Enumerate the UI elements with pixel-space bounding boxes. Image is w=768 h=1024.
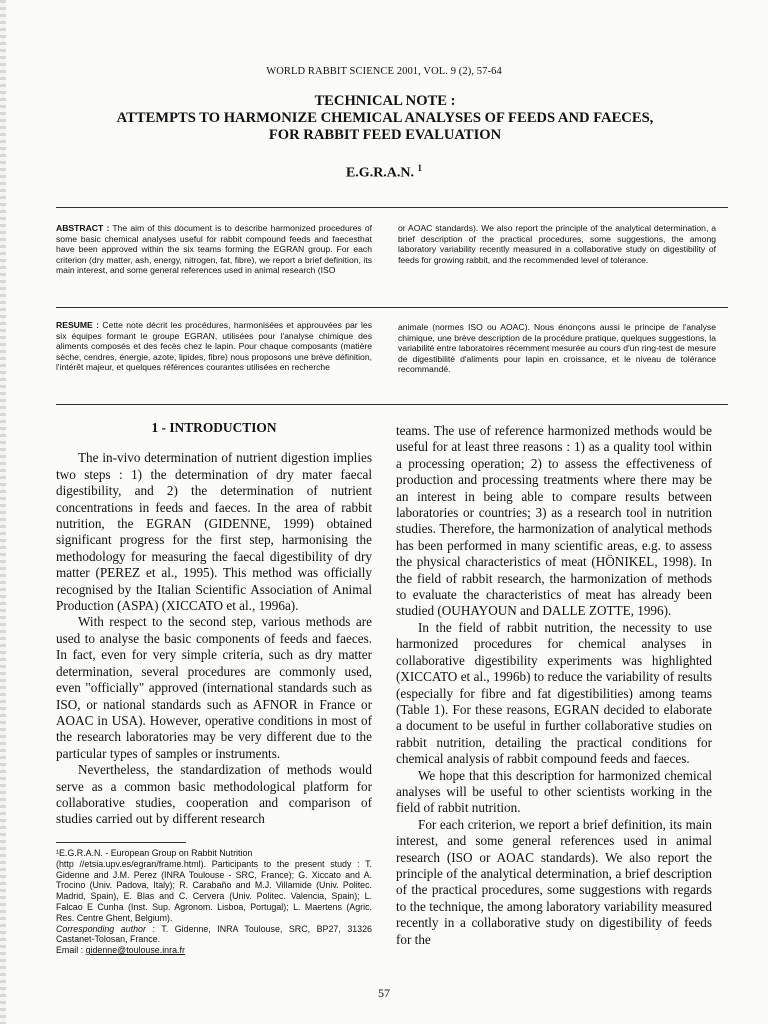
author-footnote-mark: 1 bbox=[417, 163, 423, 173]
page-number: 57 bbox=[378, 986, 390, 1000]
abstract-left bbox=[56, 223, 372, 276]
footnote-participants: (http //etsia.upv.es/egran/frame.html). Participants to the present study : T. Gidenne and J.M. Perez (INRA Toulouse - SRC, France); G. Xiccato and A. Trocino (Univ. Padova, Italy); R. Carabaño and M.J. Villamide (Univ. Politec. Madrid, Spain), E. Blas and C. Cervera (Univ. Politec. Valencia, Spain); L. Falcao E Cunha (Inst. Sup. Agronom. Lisboa, Portugal); L. Maertens (Agric. Res. Centre Ghent, Belgium). bbox=[56, 858, 372, 923]
email-label: Email : bbox=[56, 945, 84, 956]
email-link[interactable]: gidenne@toulouse.inra.fr bbox=[85, 945, 185, 956]
title-line-3: FOR RABBIT FEED EVALUATION bbox=[268, 127, 502, 143]
author bbox=[0, 163, 768, 182]
footnote-group: ¹E.G.R.A.N. - European Group on Rabbit Nutrition bbox=[56, 848, 253, 858]
resume-label: RESUME : bbox=[56, 320, 99, 330]
title-line-1: TECHNICAL NOTE : bbox=[314, 93, 456, 109]
left-column bbox=[56, 420, 372, 828]
resume-text-left: Cette note décrit les procédures, harmonisées et approuvées par les six équipes formant le groupe EGRAN, utilisées pour l'analyse chimique des aliments composés et des fecès chez le lapin. Pour chaque composants (matière sèche, cendres, énergie, azote, lipides, fibre) nous proposons une brève définition, l'intérêt majeur, et quelques références courantes utilisées en recherche bbox=[56, 320, 372, 373]
intro-paragraph-r1: teams. The use of reference harmonized methods would be useful for at least three reasons : 1) as a quality tool within a processing operation; 2) to assess the effectiveness of production and processing treatments where there may be an interest in being able to compare results between laboratories or countries; 3) as a research tool in nutrition studies. Therefore, the harmonization of analytical methods has been performed in many scientific areas, e.g. to assess the physical characteristics of meat (HÖNIKEL, 1998). In the field of rabbit research, the harmonization of methods to evaluate the characteristics of meat has already been studied (OUHAYOUN and DALLE ZOTTE, 1996). bbox=[396, 423, 712, 619]
resume-right: animale (normes ISO ou AOAC). Nous énonçons aussi le principe de l'analyse chimique, une brève description de la procédure pratique, quelques suggestions, la variabilité entre laboratoires récemment mesurée au cours d'un ring-test de mesure de digestibilité d'aliments pour lapin en croissance, et le niveau de tolérance recommandé. bbox=[398, 322, 716, 375]
intro-paragraph-3: Nevertheless, the standardization of methods would serve as a common basic methodological platform for collaborative studies, cooperation and comparison of studies carried out by different research bbox=[56, 762, 372, 827]
corresponding-label: Corresponding author bbox=[56, 923, 146, 934]
title-block bbox=[60, 93, 710, 144]
intro-paragraph-r2: In the field of rabbit nutrition, the necessity to use harmonized procedures for chemical analyses in collaborative digestibility experiments was highlighted (XICCATO et al., 1996b) to reduce the variability of results (especially for fibre and fat digestibilities) among teams (Table 1). For these reasons, EGRAN decided to elaborate a document to be useful in further collaborative studies on rabbit nutrition, detailing the practical conditions for chemical analysis of rabbit compound feeds and faeces. bbox=[396, 619, 712, 767]
intro-paragraph-2: With respect to the second step, various methods are used to analyse the basic components of feeds and faeces. In fact, even for very simple criteria, such as dry matter determination, several procedures are commonly used, even "officially" approved (international standards such as ISO, or national standards such as AFNOR in France or AOAC in USA). However, operative conditions in most of the research laboratories may be very different due to the particular types of samples or instruments. bbox=[56, 614, 372, 761]
divider-resume bbox=[56, 404, 728, 405]
abstract-label: ABSTRACT : bbox=[56, 223, 110, 233]
author-name: E.G.R.A.N. bbox=[345, 165, 415, 181]
title-line-2: ATTEMPTS TO HARMONIZE CHEMICAL ANALYSES OF FEEDS AND FAECES, bbox=[116, 110, 654, 126]
footnote-email bbox=[56, 945, 372, 956]
footnote bbox=[56, 848, 372, 956]
divider-top bbox=[56, 207, 728, 208]
corresponding-text: : T. Gidenne, INRA Toulouse, SRC, BP27, 31326 Castanet-Tolosan, France. bbox=[56, 923, 372, 945]
footnote-divider bbox=[56, 842, 186, 843]
footnote-corresponding bbox=[56, 924, 372, 946]
abstract-right: or AOAC standards). We also report the principle of the analytical determination, a brief description of the practical procedures, some suggestions, the among laboratory variability recently measured in a collaborative study on digestibility of feeds for growing rabbit, and the recommended level of tolerance. bbox=[398, 223, 716, 265]
intro-paragraph-r3: We hope that this description for harmonized chemical analyses will be useful to other scientists working in the field of rabbit nutrition. bbox=[396, 767, 712, 816]
scan-edge bbox=[0, 0, 6, 1024]
intro-paragraph-1: The in-vivo determination of nutrient digestion implies two steps : 1) the determination of dry mater faecal digestibility, and 2) the determination of nutrient concentrations in feeds and faeces. In the area of rabbit nutrition, the EGRAN (GIDENNE, 1999) obtained significant progress for the first step, harmonising the methodology for measuring the faecal digestibility of dry matter (PEREZ et al., 1995). This method was officially recognised by the Italian Scientific Association of Animal Production (ASPA) (XICCATO et al., 1996a). bbox=[56, 450, 372, 614]
divider-abstract bbox=[56, 307, 728, 308]
section-heading-introduction: 1 - INTRODUCTION bbox=[151, 420, 277, 435]
right-column bbox=[396, 423, 712, 948]
resume-left bbox=[56, 320, 372, 373]
journal-header: WORLD RABBIT SCIENCE 2001, VOL. 9 (2), 57-64 bbox=[266, 66, 502, 77]
intro-paragraph-r4: For each criterion, we report a brief definition, its main interest, and some general references used in animal research (ISO or AOAC standards). We also report the principle of the analytical determination, a brief description of the practical procedures, some suggestions with regards to the technique, the among laboratory variability measured recently in a collaborative study on digestibility of feeds for the bbox=[396, 816, 712, 947]
abstract-text-left: The aim of this document is to describe harmonized procedures of some basic chemical analyses useful for rabbit compound feeds and faecesthat have been approved within the six teams forming the EGRAN group. For each criterion (dry matter, ash, energy, nitrogen, fat, fibre), we report a brief definition, its main interest, and some general references used in animal research (ISO bbox=[56, 223, 373, 276]
